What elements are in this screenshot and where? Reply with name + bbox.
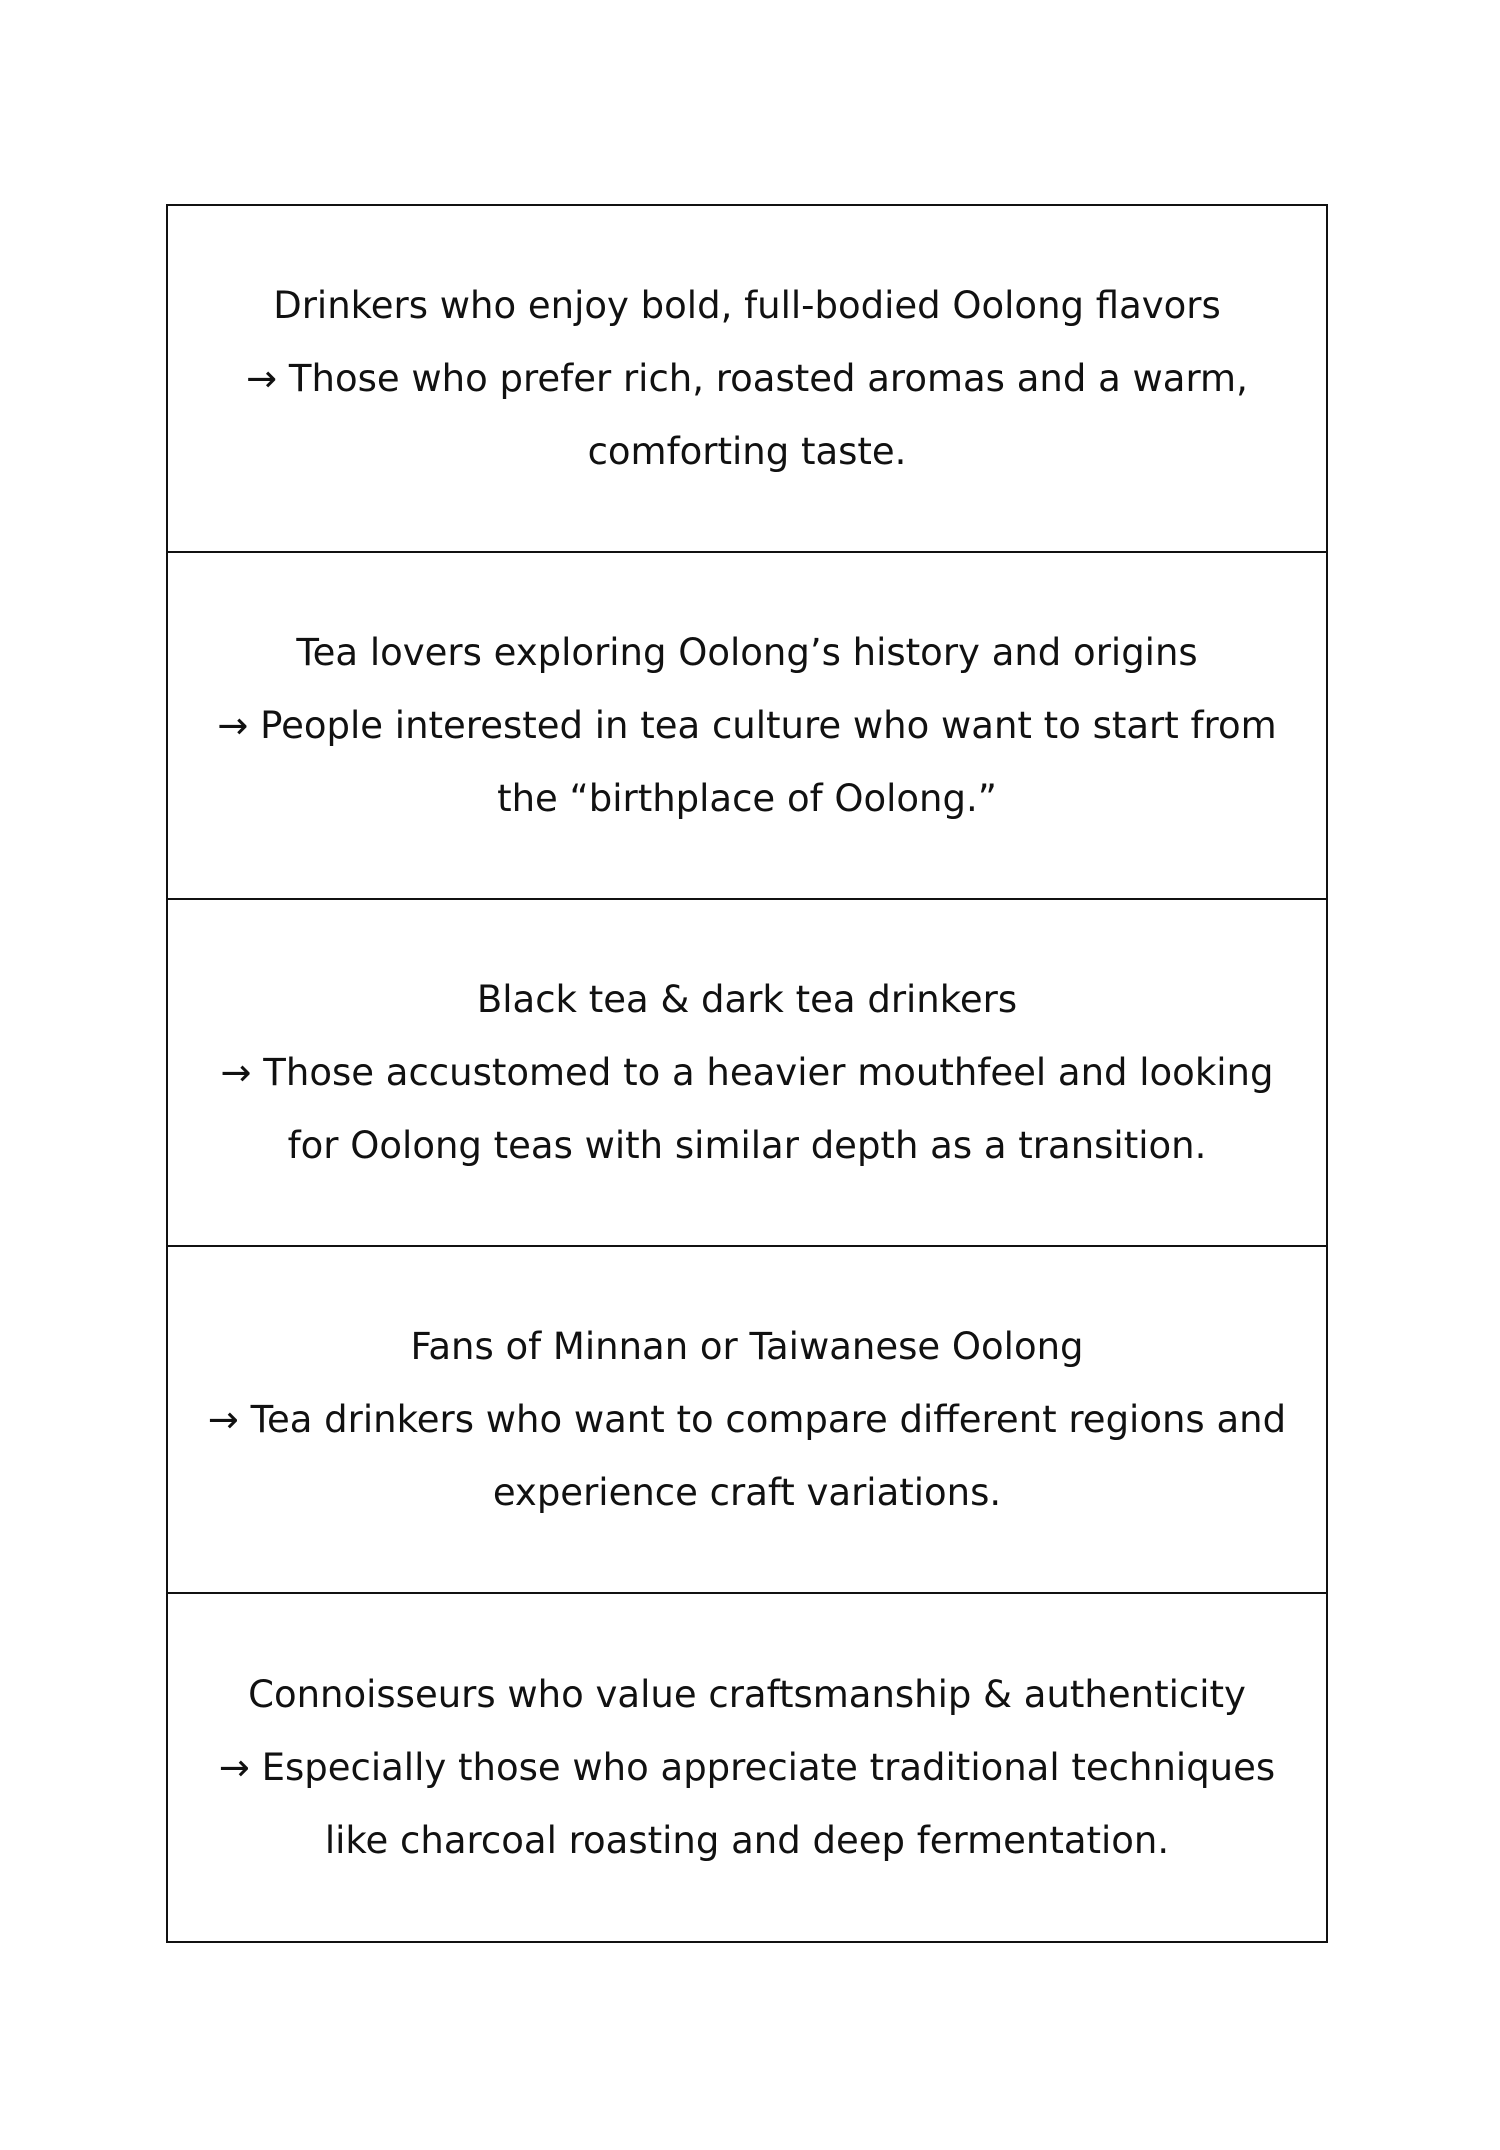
- row-detail-line: for Oolong teas with similar depth as a transition.: [287, 1124, 1207, 1167]
- row-detail-line: like charcoal roasting and deep fermentation.: [324, 1819, 1170, 1862]
- audience-row-connoisseurs: [168, 1594, 1326, 1941]
- row-heading: Drinkers who enjoy bold, full-bodied Oolong flavors: [273, 284, 1221, 327]
- row-detail-line: → Those accustomed to a heavier mouthfeel and looking: [220, 1051, 1274, 1094]
- row-heading: Black tea & dark tea drinkers: [476, 978, 1018, 1021]
- row-detail-line: the “birthplace of Oolong.”: [497, 777, 997, 820]
- row-detail-line: → Those who prefer rich, roasted aromas and a warm,: [246, 357, 1248, 400]
- row-heading: Fans of Minnan or Taiwanese Oolong: [410, 1325, 1084, 1368]
- audience-row-black-dark-tea: [168, 900, 1326, 1247]
- row-detail-line: experience craft variations.: [492, 1471, 1002, 1514]
- row-detail-line: → Especially those who appreciate traditional techniques: [218, 1746, 1276, 1789]
- audience-row-bold-flavors: [168, 206, 1326, 553]
- row-detail-line: → Tea drinkers who want to compare different regions and: [207, 1398, 1287, 1441]
- row-detail-line: → People interested in tea culture who want to start from: [217, 704, 1277, 747]
- row-detail-line: comforting taste.: [587, 430, 907, 473]
- row-heading: Tea lovers exploring Oolong’s history and origins: [296, 631, 1198, 674]
- audience-row-history-origins: [168, 553, 1326, 900]
- row-heading: Connoisseurs who value craftsmanship & authenticity: [248, 1673, 1246, 1716]
- audience-row-minnan-taiwanese: [168, 1247, 1326, 1594]
- audience-table: [166, 204, 1328, 1943]
